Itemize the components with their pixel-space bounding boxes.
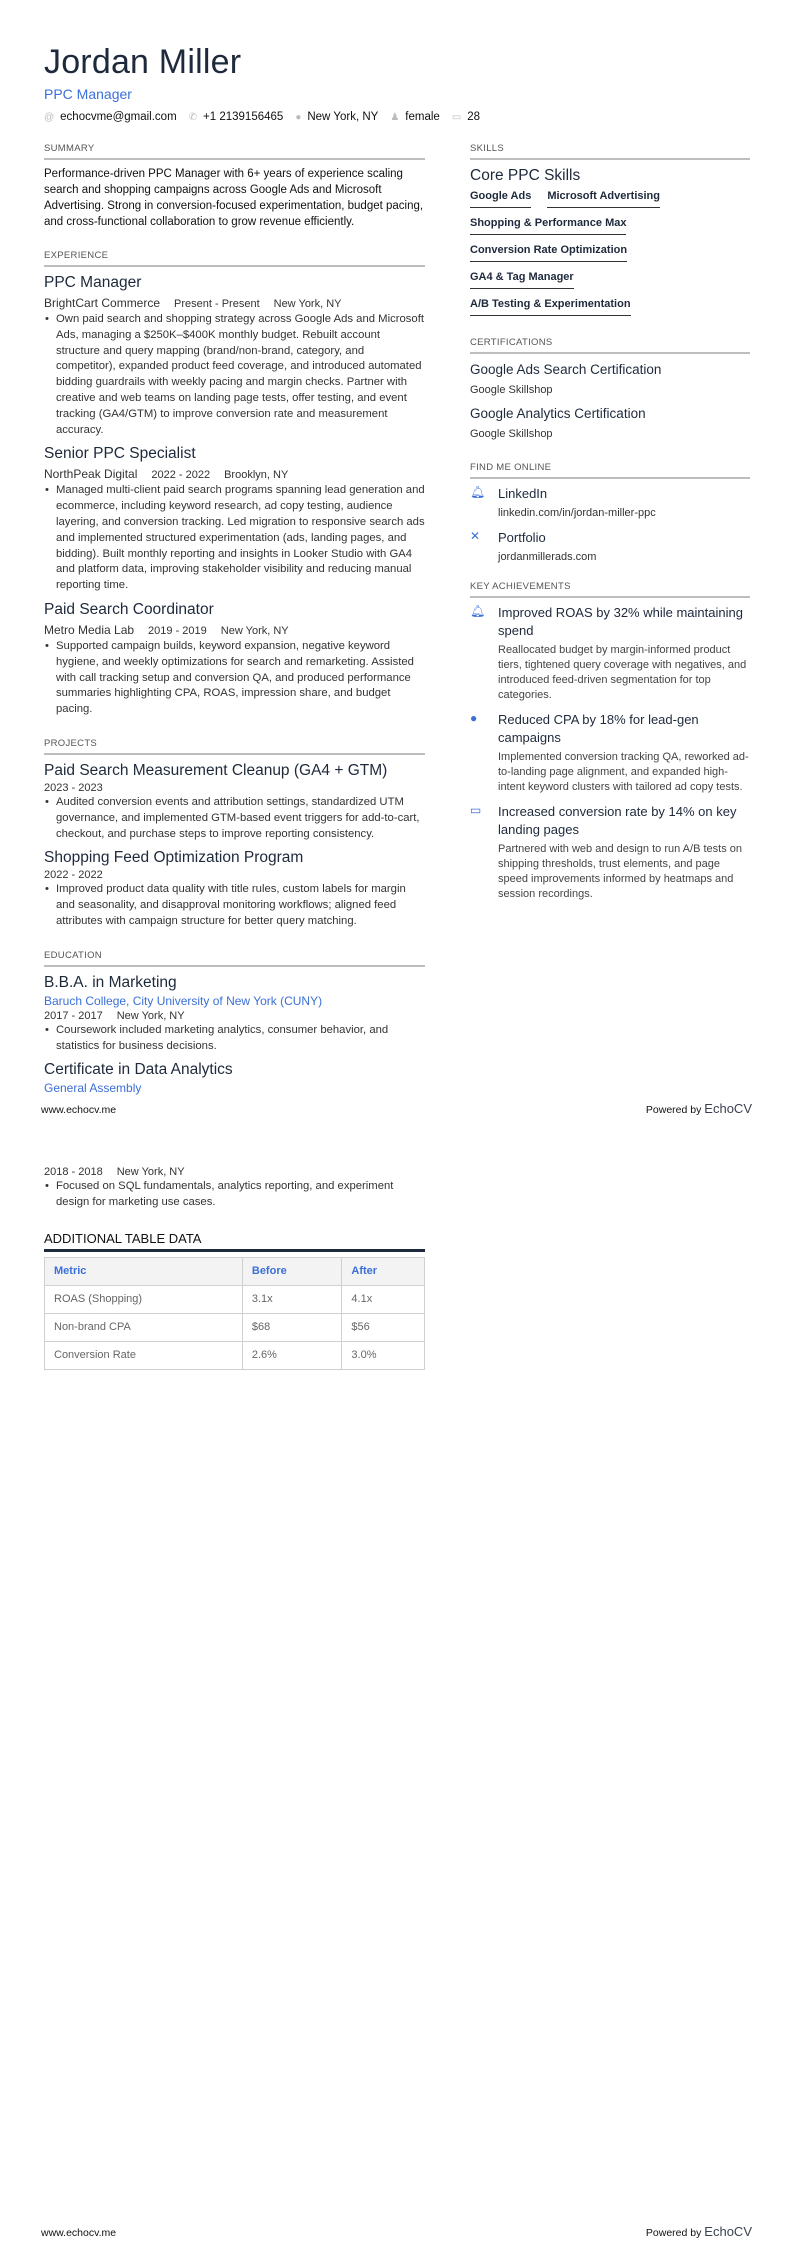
bullet: • Own paid search and shopping strategy across Google Ads and Microsoft Ads, managing a $250K–$400K monthly budget. Rebuilt account structure and query mapping (brand/non-brand, category, and competitor), expanded product feed coverage, and introduced automated bidding guardrails with weekly pacing and margin checks. Partner with creative and web teams on landing page tests, offer testing, and event tracking (GA4/GTM) to improve conversion rate and measurement accuracy.: [44, 312, 425, 438]
job-title: Senior PPC Specialist: [44, 445, 196, 463]
achievement-title: Increased conversion rate by 14% on key landing pages: [498, 804, 737, 837]
experience-item: [44, 273, 425, 438]
metrics-table: [44, 1257, 425, 1370]
school: Baruch College, City University of New York (CUNY): [44, 993, 323, 1008]
dates: 2017 - 2017: [44, 1009, 103, 1022]
left-column: [44, 1165, 425, 1370]
section-heading: SKILLS: [470, 143, 750, 160]
online-link-portfolio[interactable]: [470, 529, 750, 565]
cell: 3.0%: [342, 1341, 425, 1369]
skills-list: [470, 190, 750, 325]
calendar-icon: ▭: [451, 111, 462, 123]
achievement-item: [470, 803, 750, 902]
footer-powered: [646, 2224, 752, 2239]
online-section: [470, 462, 750, 565]
contact-age: [452, 111, 480, 123]
age-text: 28: [467, 111, 481, 123]
contact-info: [44, 111, 764, 123]
section-heading: SUMMARY: [44, 143, 425, 160]
right-column: [470, 143, 750, 910]
projects-section: [44, 738, 425, 930]
dates: 2022 - 2022: [151, 469, 211, 482]
bullet: • Focused on SQL fundamentals, analytics reporting, and experiment design for marketing use cases.: [44, 1179, 425, 1211]
portfolio-icon: ✕: [470, 529, 481, 543]
footer-site[interactable]: www.echocv.me: [41, 1104, 117, 1116]
header: [44, 42, 764, 123]
project-item: [44, 761, 425, 842]
summary-section: [44, 143, 425, 230]
table-heading: ADDITIONAL TABLE DATA: [44, 1231, 425, 1252]
left-column: [44, 143, 425, 1096]
school: General Assembly: [44, 1081, 142, 1096]
education-meta: [44, 1010, 425, 1022]
column-header: After: [342, 1257, 425, 1285]
table-row: [45, 1285, 425, 1313]
phone-icon: ✆: [188, 111, 198, 123]
achievements-section: [470, 581, 750, 902]
cell: 3.1x: [242, 1285, 342, 1313]
education-section: [44, 950, 425, 1097]
location-icon: ●: [295, 111, 302, 123]
link-name: Portfolio: [498, 530, 546, 545]
education-item: [44, 973, 425, 1055]
contact-phone: [189, 111, 284, 123]
project-title: Shopping Feed Optimization Program: [44, 849, 304, 867]
linkedin-icon: 🔔︎: [470, 485, 486, 499]
company: BrightCart Commerce: [44, 296, 161, 310]
company: NorthPeak Digital: [44, 467, 138, 482]
company: Metro Media Lab: [44, 622, 135, 637]
contact-email: [44, 111, 177, 123]
cert-issuer: Google Skillshop: [470, 384, 553, 396]
achievement-text: Reallocated budget by margin-informed product tiers, tightened query coverage with negatives, and introduced feed-driven segmentation for top categories.: [498, 644, 747, 701]
location: New York, NY: [220, 624, 289, 637]
brand-logo: EchoCV: [704, 1101, 752, 1116]
achievement-text: Partnered with web and design to run A/B tests on shipping thresholds, trust elements, and page speed improvements informed by heatmaps and session recordings.: [498, 843, 742, 900]
resume-page-2: [0, 1123, 794, 2246]
dates: Present - Present: [174, 298, 260, 310]
section-heading: EDUCATION: [44, 950, 425, 967]
bullet: • Audited conversion events and attribution settings, standardized UTM governance, and implemented GTM-based event triggers for add-to-cart, checkout, and purchase steps to improve reporting consistency.: [44, 795, 425, 842]
contact-gender: [390, 111, 440, 123]
skill-tag: GA4 & Tag Manager: [470, 271, 574, 289]
gender-text: female: [405, 111, 440, 123]
table-row: [45, 1341, 425, 1369]
location: New York, NY: [116, 1166, 185, 1178]
summary-text: Performance-driven PPC Manager with 6+ years of experience scaling search and shopping campaigns across Google Ads and Microsoft Advertising. Strong in conversion-focused experimentation, budget pacing, and cross-functional collaboration to grow revenue efficiently.: [44, 168, 424, 228]
skills-section: [470, 143, 750, 325]
contact-location: [295, 111, 378, 123]
cell: ROAS (Shopping): [45, 1285, 243, 1313]
degree: Certificate in Data Analytics: [44, 1061, 233, 1079]
dates: 2018 - 2018: [44, 1166, 103, 1178]
section-heading: FIND ME ONLINE: [470, 462, 750, 479]
table-row: [45, 1313, 425, 1341]
shield-icon: ●: [470, 711, 478, 725]
achievement-item: [470, 711, 750, 795]
skill-tag: Conversion Rate Optimization: [470, 244, 627, 262]
section-heading: KEY ACHIEVEMENTS: [470, 581, 750, 598]
experience-item: [44, 444, 425, 594]
at-icon: @: [44, 111, 55, 123]
cell: $68: [242, 1313, 342, 1341]
cell: 4.1x: [342, 1285, 425, 1313]
dates: 2019 - 2019: [148, 624, 207, 637]
cert-issuer: Google Skillshop: [470, 428, 553, 440]
cell: Non-brand CPA: [45, 1313, 243, 1341]
cell: $56: [342, 1313, 425, 1341]
education-item: [44, 1060, 425, 1096]
job-title: PPC Manager: [44, 274, 142, 291]
link-url[interactable]: jordanmillerads.com: [498, 551, 597, 563]
section-heading: PROJECTS: [44, 738, 425, 755]
bullet: • Managed multi-client paid search programs spanning lead generation and ecommerce, including keyword research, ad copy testing, audience layering, and conversion tracking. Led migration to responsive search ads and implemented structured experimentation (ads, landing pages, and bidding). Built monthly reporting and insights in Looker Studio with GA4 and platform data, improving stakeholder visibility and reducing manual reporting time.: [44, 483, 425, 594]
skill-group-title: Core PPC Skills: [470, 167, 581, 184]
project-dates: 2022 - 2022: [44, 869, 103, 882]
brand-logo: EchoCV: [704, 2224, 752, 2239]
footer-site[interactable]: www.echocv.me: [41, 2227, 117, 2239]
link-name: LinkedIn: [498, 486, 548, 501]
powered-text: Powered by: [645, 1104, 702, 1116]
project-item: [44, 848, 425, 929]
bell-icon: 🔔︎: [470, 604, 486, 618]
job-title: Paid Search Coordinator: [44, 600, 214, 618]
location: New York, NY: [116, 1009, 185, 1022]
email-text: echocvme@gmail.com: [60, 111, 177, 123]
table-section: [44, 1231, 425, 1370]
online-link-linkedin[interactable]: [470, 485, 750, 521]
table-header-row: [45, 1257, 425, 1285]
bullet: • Improved product data quality with title rules, custom labels for margin and seasonality, and disapproval monitoring workflows; aligned feed attributes with campaign structure for better query matching.: [44, 882, 425, 929]
skill-tag: Shopping & Performance Max: [470, 217, 626, 235]
job-meta: [44, 467, 425, 481]
phone-text: +1 2139156465: [203, 111, 284, 123]
footer-powered: [646, 1101, 752, 1116]
achievement-text: Implemented conversion tracking QA, reworked ad-to-landing page alignment, and expanded high-intent keyword clusters with tailored ad copy tests.: [498, 751, 749, 793]
column-header: Metric: [45, 1257, 243, 1285]
section-heading: EXPERIENCE: [44, 250, 425, 267]
project-dates: 2023 - 2023: [44, 781, 103, 794]
location: New York, NY: [273, 298, 342, 310]
location-text: New York, NY: [307, 111, 379, 123]
skill-tag: A/B Testing & Experimentation: [470, 298, 631, 316]
cert-name: Google Analytics Certification: [470, 406, 646, 421]
candidate-title: PPC Manager: [44, 86, 132, 102]
achievement-item: [470, 604, 750, 703]
achievement-title: Reduced CPA by 18% for lead-gen campaigns: [498, 712, 699, 745]
bullet: • Supported campaign builds, keyword expansion, negative keyword hygiene, and weekly optimizations for search and remarketing. Assisted with call tracking setup and conversion QA, and produced performance summaries highlighting CPA, ROAS, impression share, and budget pacing.: [44, 639, 425, 718]
certifications-section: [470, 337, 750, 442]
skill-tag: Google Ads: [470, 190, 531, 208]
candidate-name: Jordan Miller: [44, 43, 242, 81]
experience-section: [44, 250, 425, 718]
section-heading: CERTIFICATIONS: [470, 337, 750, 354]
project-title: Paid Search Measurement Cleanup (GA4 + GTM): [44, 761, 388, 779]
achievement-title: Improved ROAS by 32% while maintaining spend: [498, 605, 743, 638]
location: Brooklyn, NY: [224, 469, 289, 482]
person-icon: ♟: [390, 111, 400, 123]
cell: Conversion Rate: [45, 1341, 243, 1369]
powered-text: Powered by: [645, 2227, 702, 2239]
job-meta: [44, 623, 425, 637]
calendar-icon: ▭: [470, 803, 482, 817]
job-meta: [44, 296, 425, 310]
column-header: Before: [242, 1257, 342, 1285]
skill-tag: Microsoft Advertising: [547, 190, 660, 208]
education-meta: [44, 1166, 425, 1178]
link-url[interactable]: linkedin.com/in/jordan-miller-ppc: [498, 507, 656, 519]
bullet: • Coursework included marketing analytics, consumer behavior, and statistics for business decisions.: [44, 1023, 425, 1055]
experience-item: [44, 600, 425, 718]
cert-name: Google Ads Search Certification: [470, 362, 662, 377]
degree: B.B.A. in Marketing: [44, 973, 177, 991]
cell: 2.6%: [242, 1341, 342, 1369]
